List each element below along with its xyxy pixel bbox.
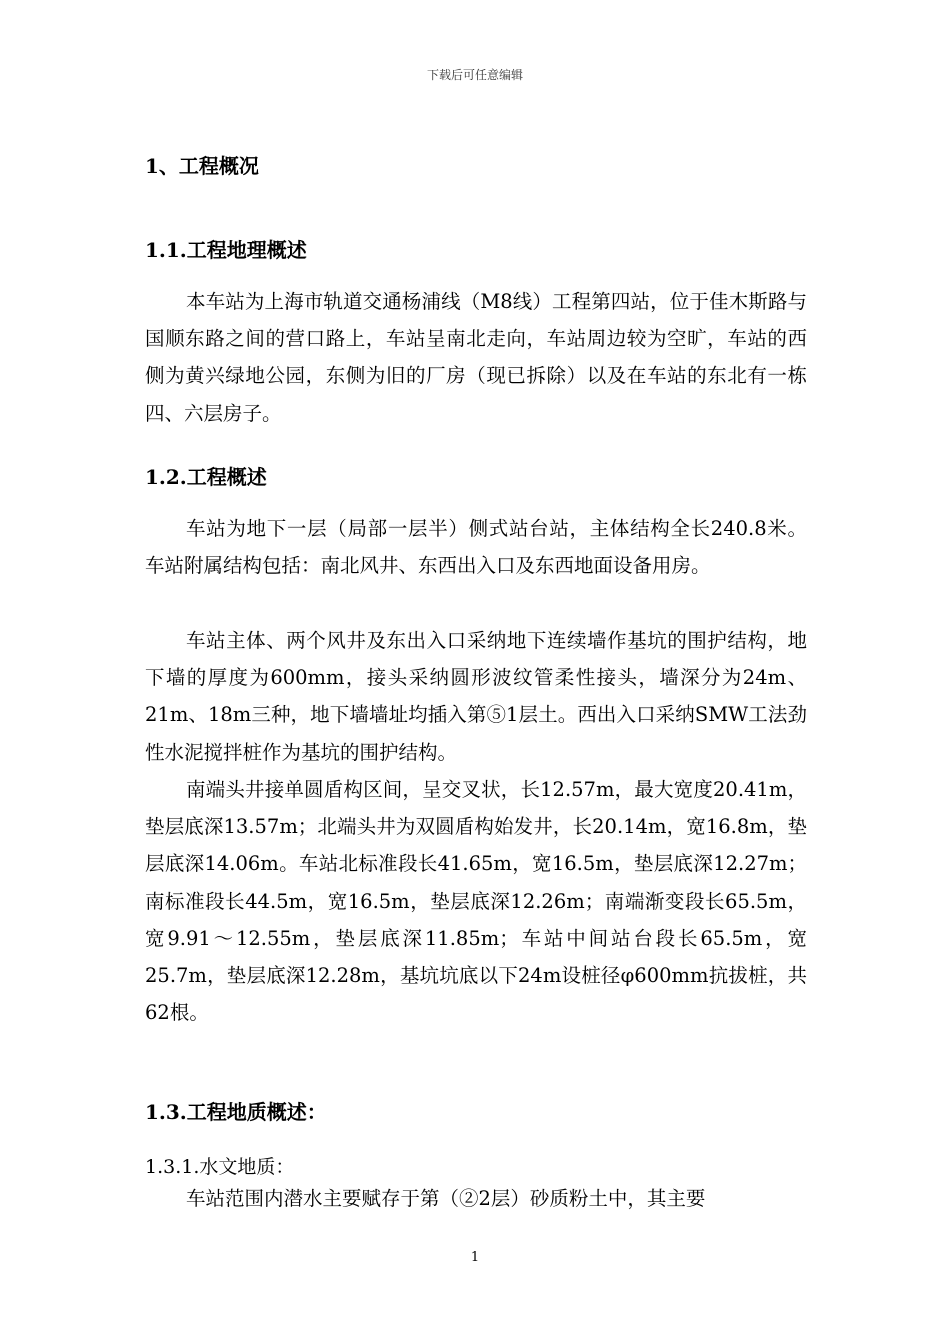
paragraph-retaining-structure: 车站主体、两个风井及东出入口采纳地下连续墙作基坑的围护结构，地下墙的厚度为600mm，接头采纳圆形波纹管柔性接头，墙深分为24m、21m、18m三种，地下墙墙址均插入第⑤1层土。西出入口采纳SMW工法劲性水泥搅拌桩作为基坑的围护结构。	[145, 629, 807, 764]
subsection-heading-1-3-1: 1.3.1.水文地质：	[145, 1156, 295, 1178]
paragraph-geography: 本车站为上海市轨道交通杨浦线（M8线）工程第四站，位于佳木斯路与国顺东路之间的营口路上，车站呈南北走向，车站周边较为空旷，车站的西侧为黄兴绿地公园，东侧为旧的厂房（现已拆除）以及在车站的东北有一栋四、六层房子。	[145, 290, 807, 425]
page-header: 下载后可任意编辑	[426, 68, 523, 82]
paragraph-hydrogeology: 车站范围内潜水主要赋存于第（②2层）砂质粉土中，其主要	[186, 1187, 706, 1210]
paragraph-station-overview: 车站为地下一层（局部一层半）侧式站台站，主体结构全长240.8米。车站附属结构包括：南北风井、东西出入口及东西地面设备用房。	[145, 517, 807, 578]
section-heading-1: 1、工程概况	[145, 154, 259, 178]
section-heading-1-3: 1.3.工程地质概述：	[145, 1100, 327, 1124]
page-number: 1	[470, 1250, 480, 1265]
section-heading-1-1: 1.1.工程地理概述	[145, 238, 307, 262]
paragraph-dimensions: 南端头井接单圆盾构区间，呈交叉状，长12.57m，最大宽度20.41m，垫层底深13.57m；北端头井为双圆盾构始发井，长20.14m，宽16.8m，垫层底深14.06m。车站北标准段长41.65m，宽16.5m，垫层底深12.27m；南标准段长44.5m，宽16.5m，垫层底深12.26m；南端渐变段长65.5m，宽9.91～12.55m，垫层底深11.85m；车站中间站台段长65.5m，宽25.7m，垫层底深12.28m，基坑坑底以下24m设桩径φ600mm抗拔桩，共62根。	[145, 778, 807, 1025]
section-heading-1-2: 1.2.工程概述	[145, 465, 267, 489]
